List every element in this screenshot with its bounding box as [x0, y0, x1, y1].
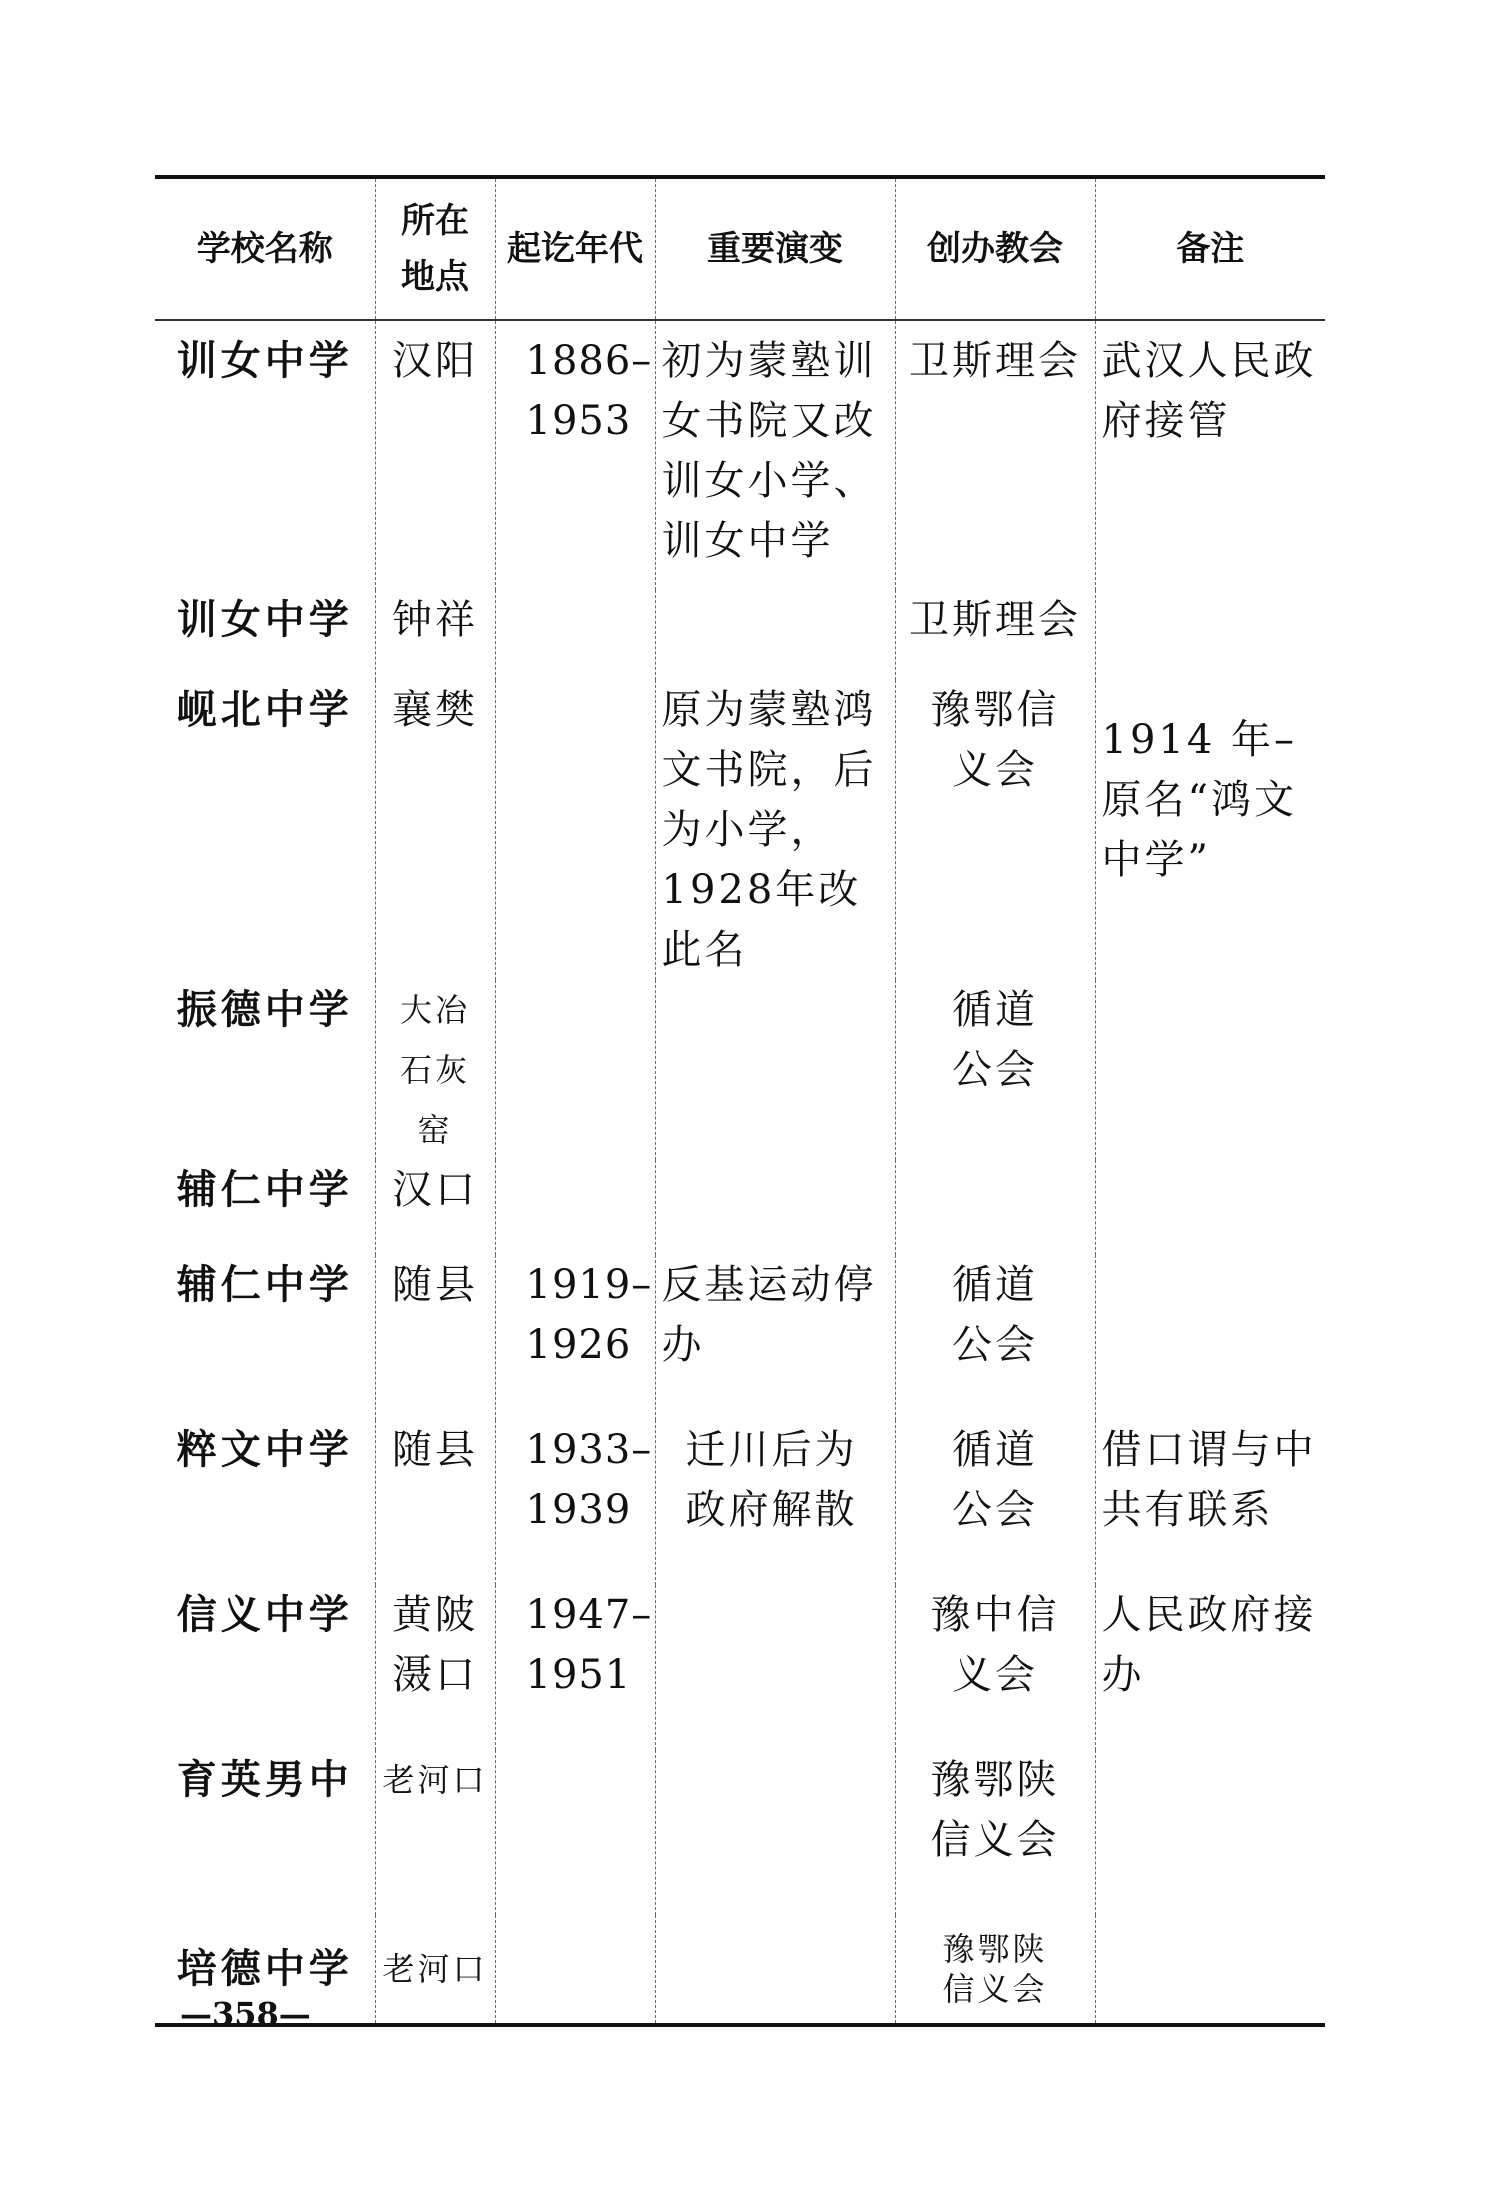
school-note: 武汉人民政府接管: [1095, 320, 1325, 590]
table-row: [155, 1160, 1325, 1255]
school-name: 振德中学: [176, 987, 353, 1033]
table-header: [155, 177, 1325, 320]
school-note: 人民政府接办: [1095, 1585, 1325, 1750]
school-change: 反基运动停办: [655, 1255, 895, 1420]
school-period: [495, 1160, 655, 1255]
table-row: [155, 980, 1325, 1160]
school-change: 原为蒙塾鸿文书院，后为小学，1928年改此名: [655, 680, 895, 980]
school-name: 信义中学: [176, 1592, 353, 1638]
school-period: [495, 980, 655, 1160]
school-change: [655, 1585, 895, 1750]
school-change: [655, 980, 895, 1160]
school-location: 黄陂滠口: [375, 1585, 495, 1750]
header-location-line2: 地点: [401, 257, 469, 297]
table-row: [155, 1585, 1325, 1750]
school-name: 粹文中学: [176, 1427, 353, 1473]
school-location: 襄樊: [375, 680, 495, 980]
header-location: [375, 177, 495, 320]
school-name: 辅仁中学: [176, 1262, 353, 1308]
school-church: [895, 1160, 1095, 1255]
school-note: [1095, 1915, 1325, 2025]
school-church: 豫鄂陕信义会: [895, 1750, 1095, 1915]
school-name: 辅仁中学: [176, 1167, 353, 1213]
school-location: 大冶石灰窑: [375, 980, 495, 1160]
school-period: [495, 1915, 655, 2025]
school-church: 豫中信义会: [895, 1585, 1095, 1750]
header-period: 起讫年代: [495, 177, 655, 320]
school-name: 岘北中学: [176, 687, 353, 733]
header-school-name: 学校名称: [155, 177, 375, 320]
school-change: 初为蒙塾训女书院又改训女小学、训女中学: [655, 320, 895, 590]
table-row: [155, 1420, 1325, 1585]
school-name: 培德中学: [155, 1915, 375, 2025]
school-note: [1095, 590, 1325, 680]
school-change: [655, 1750, 895, 1915]
school-note: 1914 年– 原名“鸿文中学”: [1095, 680, 1325, 980]
school-note: [1095, 1255, 1325, 1420]
table-row: [155, 1915, 1325, 2025]
school-period: 1947–1951: [495, 1585, 655, 1750]
school-name: 训女中学: [176, 338, 353, 384]
school-church: 循道公会: [895, 980, 1095, 1160]
header-location-line1: 所在: [401, 201, 469, 241]
school-period: [495, 590, 655, 680]
school-church: 豫鄂陕信义会: [895, 1915, 1095, 2025]
school-note: [1095, 980, 1325, 1160]
mission-schools-table: [155, 175, 1325, 2027]
school-change: 迁川后为政府解散: [655, 1420, 895, 1585]
table-body: [155, 320, 1325, 2025]
school-period: 1886–1953: [495, 320, 655, 590]
school-location: 钟祥: [375, 590, 495, 680]
school-period: 1919–1926: [495, 1255, 655, 1420]
school-location: 老河口: [375, 1750, 495, 1915]
school-change: [655, 590, 895, 680]
school-church: 循道公会: [895, 1420, 1095, 1585]
header-note: 备注: [1095, 177, 1325, 320]
school-name: 训女中学: [176, 597, 353, 643]
school-change: [655, 1160, 895, 1255]
school-period: 1933–1939: [495, 1420, 655, 1585]
school-note: [1095, 1750, 1325, 1915]
school-change: [655, 1915, 895, 2025]
table-row: [155, 320, 1325, 590]
school-church: 卫斯理会: [895, 320, 1095, 590]
page-number: —358—: [180, 1995, 311, 2033]
school-church: 循道公会: [895, 1255, 1095, 1420]
table-row: [155, 1750, 1325, 1915]
school-location: 汉口: [375, 1160, 495, 1255]
header-church: 创办教会: [895, 177, 1095, 320]
school-church: 卫斯理会: [895, 590, 1095, 680]
school-location: 随县: [375, 1255, 495, 1420]
school-period: [495, 680, 655, 980]
school-location: 随县: [375, 1420, 495, 1585]
table-row: [155, 680, 1325, 980]
school-period: [495, 1750, 655, 1915]
school-note: [1095, 1160, 1325, 1255]
mission-schools-table-wrap: [155, 175, 1325, 2027]
school-location: 老河口: [375, 1915, 495, 2025]
school-location: 汉阳: [375, 320, 495, 590]
header-change: 重要演变: [655, 177, 895, 320]
school-name: 育英男中: [176, 1757, 353, 1803]
table-row: [155, 590, 1325, 680]
table-row: [155, 1255, 1325, 1420]
school-note: 借口谓与中共有联系: [1095, 1420, 1325, 1585]
school-church: 豫鄂信义会: [895, 680, 1095, 980]
